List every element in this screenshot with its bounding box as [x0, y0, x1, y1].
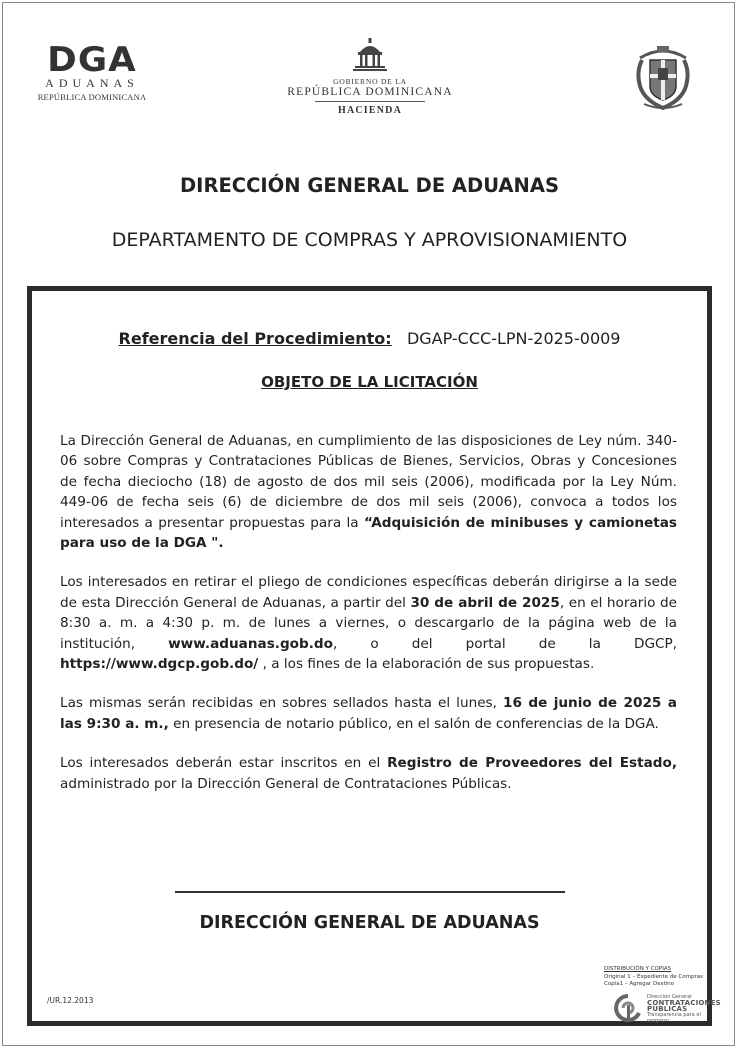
coat-of-arms-icon: [630, 42, 696, 114]
dgcp-logo-icon: [612, 993, 644, 1023]
paragraph-4-text-a: Los interesados deberán estar inscritos en el: [60, 755, 388, 772]
footer-code: /UR.12.2013: [47, 996, 94, 1005]
notice-body: [60, 431, 677, 813]
distribution-copies: [604, 966, 703, 989]
paragraph-2-text-a: Los interesados en retirar el pliego de condiciones específicas deberán dirigirse a la sede de esta Dirección General de Aduanas, a partir del: [60, 574, 677, 611]
paragraph-2-date: 30 de abril de 2025: [410, 594, 560, 611]
paragraph-1-text: La Dirección General de Aduanas, en cumplimiento de las disposiciones de Ley núm. 340-06 sobre Compras y Contrataciones Públicas de Bienes, Servicios, Obras y Concesiones de fecha dieciocho (18) de agosto de dos mil seis (2006), modificada por la Ley Núm. 449-06 de fecha seis (6) de diciembre de dos mil seis (2006), convoca a todos los interesados a presentar propuestas para la: [60, 433, 677, 531]
dga-logo-mark: DGA: [47, 40, 137, 80]
distribution-line-1: Original 1 – Expediente de Compras: [604, 973, 703, 980]
distribution-line-2: Copia1 – Agregar Destino: [604, 981, 675, 987]
procedure-reference: [0, 329, 739, 348]
paragraph-2-text-e: , o del portal de la DGCP,: [333, 635, 677, 652]
dgcp-logo-text: [647, 994, 721, 1024]
dga-logo-subtitle: ADUANAS: [45, 76, 139, 90]
paragraph-4-text-c: administrado por la Dirección General de Contrataciones Públicas.: [60, 775, 512, 792]
dgcp-logo: [612, 993, 721, 1025]
dgcp-logo-line2: CONTRATACIONES: [647, 999, 721, 1007]
signature-line: [175, 891, 565, 893]
paragraph-4-registry: Registro de Proveedores del Estado,: [387, 755, 677, 772]
gov-logo-divider: [315, 101, 425, 102]
paragraph-3-deadline: 16 de junio de 2025 a las 9:30 a. m.,: [60, 695, 677, 732]
distribution-title: DISTRIBUCIÓN Y COPIAS: [604, 966, 672, 972]
paragraph-3-text-a: Las mismas serán recibidas en sobres sellados hasta el lunes,: [60, 695, 503, 712]
page-title: DIRECCIÓN GENERAL DE ADUANAS: [180, 174, 559, 197]
objeto-heading: OBJETO DE LA LICITACIÓN: [261, 373, 478, 391]
gov-logo-line1: GOBIERNO DE LA: [333, 77, 407, 86]
paragraph-2-text-c: , en el horario de 8:30 a. m. a 4:30 p. m. de lunes a viernes, o descargarlo de la página web de la institución,: [60, 594, 677, 652]
paragraph-3: [60, 693, 677, 734]
aduanas-website-link[interactable]: www.aduanas.gob.do: [168, 635, 333, 652]
paragraph-1: [60, 431, 677, 553]
dgcp-logo-line4: Transparencia para el progreso: [647, 1012, 701, 1024]
department-title: DEPARTAMENTO DE COMPRAS Y APROVISIONAMIENTO: [111, 229, 628, 251]
dgcp-website-link[interactable]: https://www.dgcp.gob.do/: [60, 656, 259, 673]
reference-value: DGAP-CCC-LPN-2025-0009: [406, 329, 621, 348]
dgcp-logo-line3: PÚBLICAS: [647, 1005, 688, 1013]
paragraph-4: [60, 753, 677, 794]
reference-label: Referencia del Procedimiento:: [118, 329, 392, 348]
government-building-icon: [350, 38, 390, 72]
dga-logo-country: REPÚBLICA DOMINICANA: [37, 92, 147, 102]
paragraph-2: [60, 572, 677, 674]
government-logo: [280, 38, 460, 116]
gov-logo-line2: REPÚBLICA DOMINICANA: [287, 86, 453, 98]
dgcp-logo-line1: Dirección General: [647, 994, 692, 1000]
paragraph-2-text-g: , a los fines de la elaboración de sus propuestas.: [258, 656, 595, 673]
paragraph-3-text-c: en presencia de notario público, en el salón de conferencias de la DGA.: [168, 715, 659, 732]
dga-aduanas-logo: [36, 40, 148, 102]
gov-logo-line3: HACIENDA: [337, 105, 403, 116]
paragraph-1-subject: “Adquisición de minibuses y camionetas para uso de la DGA ".: [60, 514, 677, 552]
signature-name: DIRECCIÓN GENERAL DE ADUANAS: [199, 913, 540, 933]
